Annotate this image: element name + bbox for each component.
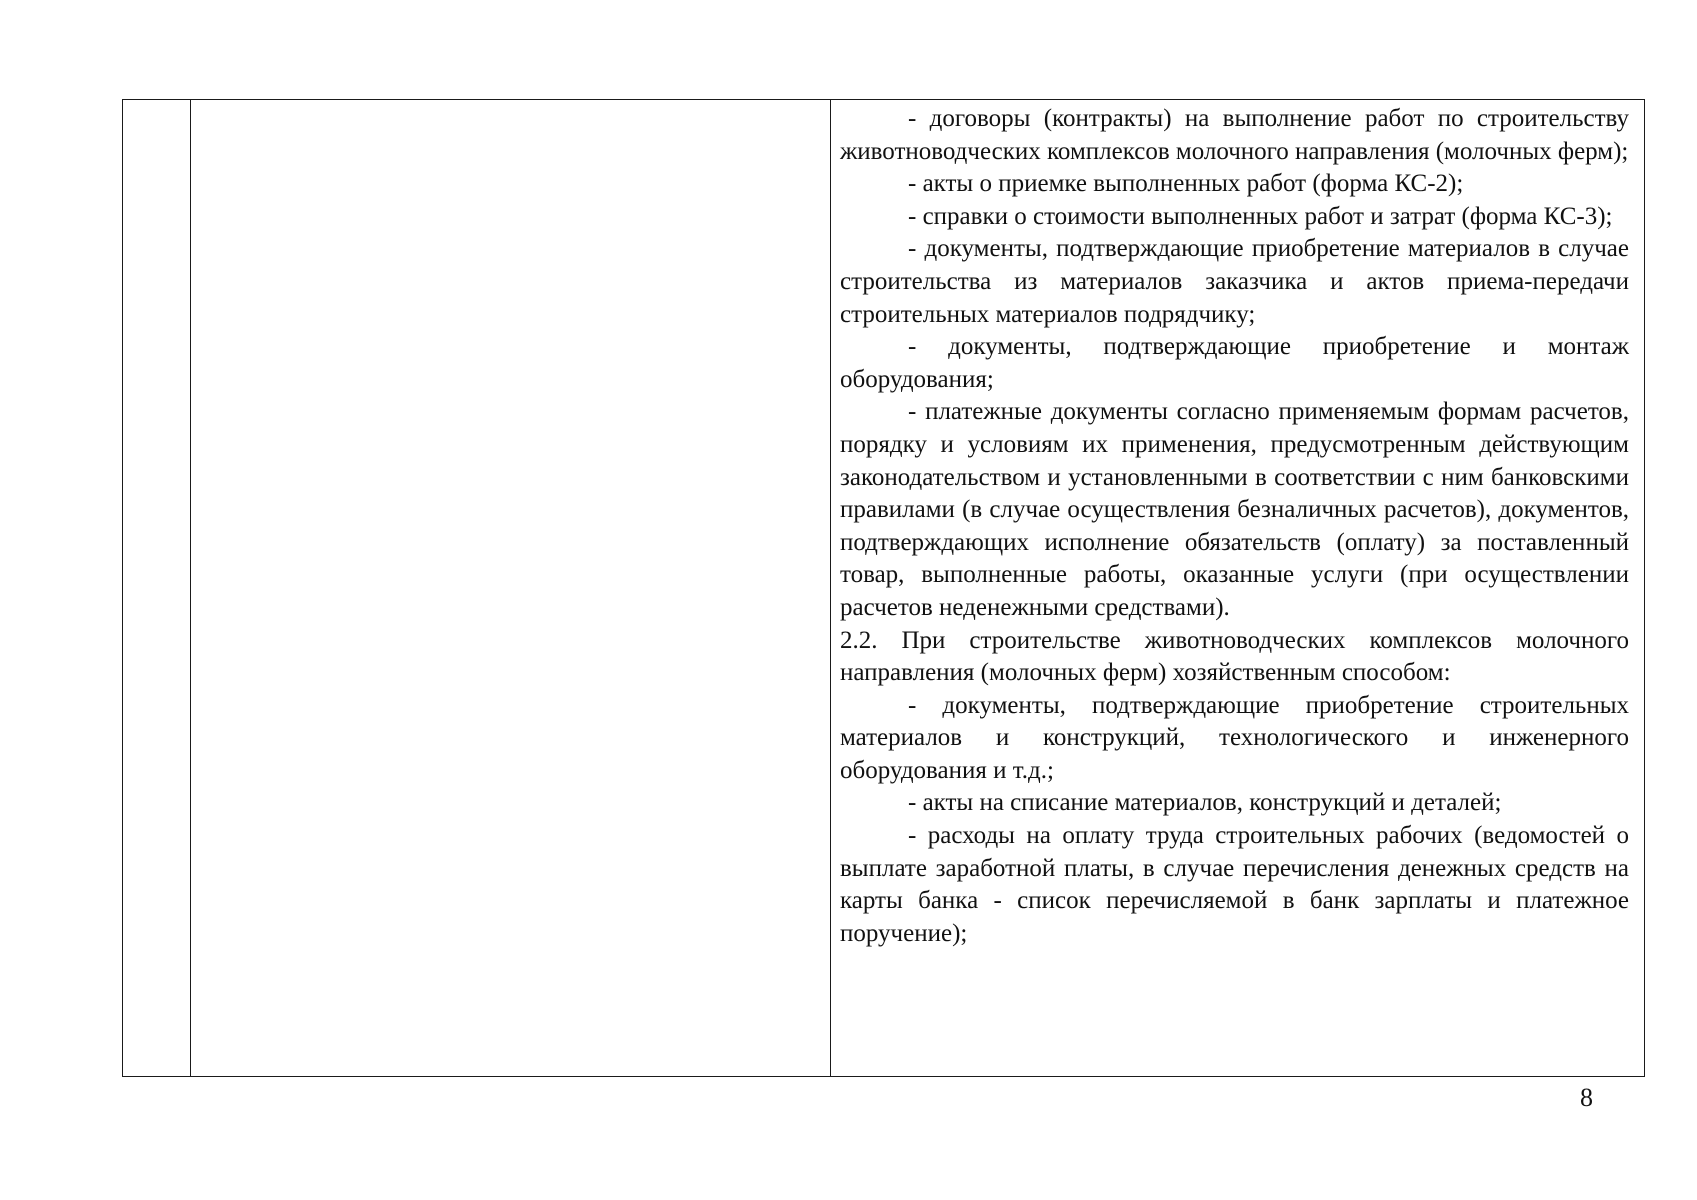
paragraph-construction-materials: - документы, подтверждающие приобретение строительных материалов и конструкций, технологического и инженерного оборудования и т.д.; (840, 691, 1629, 784)
paragraph-labor-costs: - расходы на оплату труда строительных рабочих (ведомостей о выплате заработной платы, в случае перечисления денежных средств на карты банка - список перечисляемой в банк зарплаты и платежное поручение); (840, 822, 1629, 947)
requirements-cell (840, 103, 1629, 950)
paragraph-ks2-acts: - акты о приемке выполненных работ (форма КС-2); (908, 170, 1464, 198)
paragraph-contracts: - договоры (контракты) на выполнение работ по строительству животноводческих комплексов молочного направления (молочных ферм); (840, 105, 1629, 165)
paragraph-section-2-2: 2.2. При строительстве животноводческих комплексов молочного направления (молочных ферм) хозяйственным способом: (840, 626, 1629, 687)
paragraph-payment-documents: - платежные документы согласно применяемым формам расчетов, порядку и условиям их применения, предусмотренным действующим законодательством и установленными в соответствии с ним банковскими правилами (в случае осуществления безналичных расчетов), документов, подтверждающих исполнение обязательств (оплату) за поставленный товар, выполненные работы, оказанные услуги (при осуществлении расчетов неденежными средствами). (840, 398, 1629, 621)
paragraph-write-off-acts: - акты на списание материалов, конструкций и деталей; (908, 789, 1502, 817)
column-divider-1 (190, 100, 191, 1076)
document-table (122, 99, 1645, 1077)
column-divider-2 (830, 100, 831, 1076)
paragraph-equipment-documents: - документы, подтверждающие приобретение и монтаж оборудования; (840, 333, 1629, 393)
paragraph-materials-documents: - документы, подтверждающие приобретение материалов в случае строительства из материалов заказчика и актов приема-передачи строительных материалов подрядчику; (840, 235, 1629, 328)
paragraph-ks3-certificates: - справки о стоимости выполненных работ и затрат (форма КС-3); (908, 202, 1613, 230)
page-number: 8 (1580, 1083, 1593, 1112)
